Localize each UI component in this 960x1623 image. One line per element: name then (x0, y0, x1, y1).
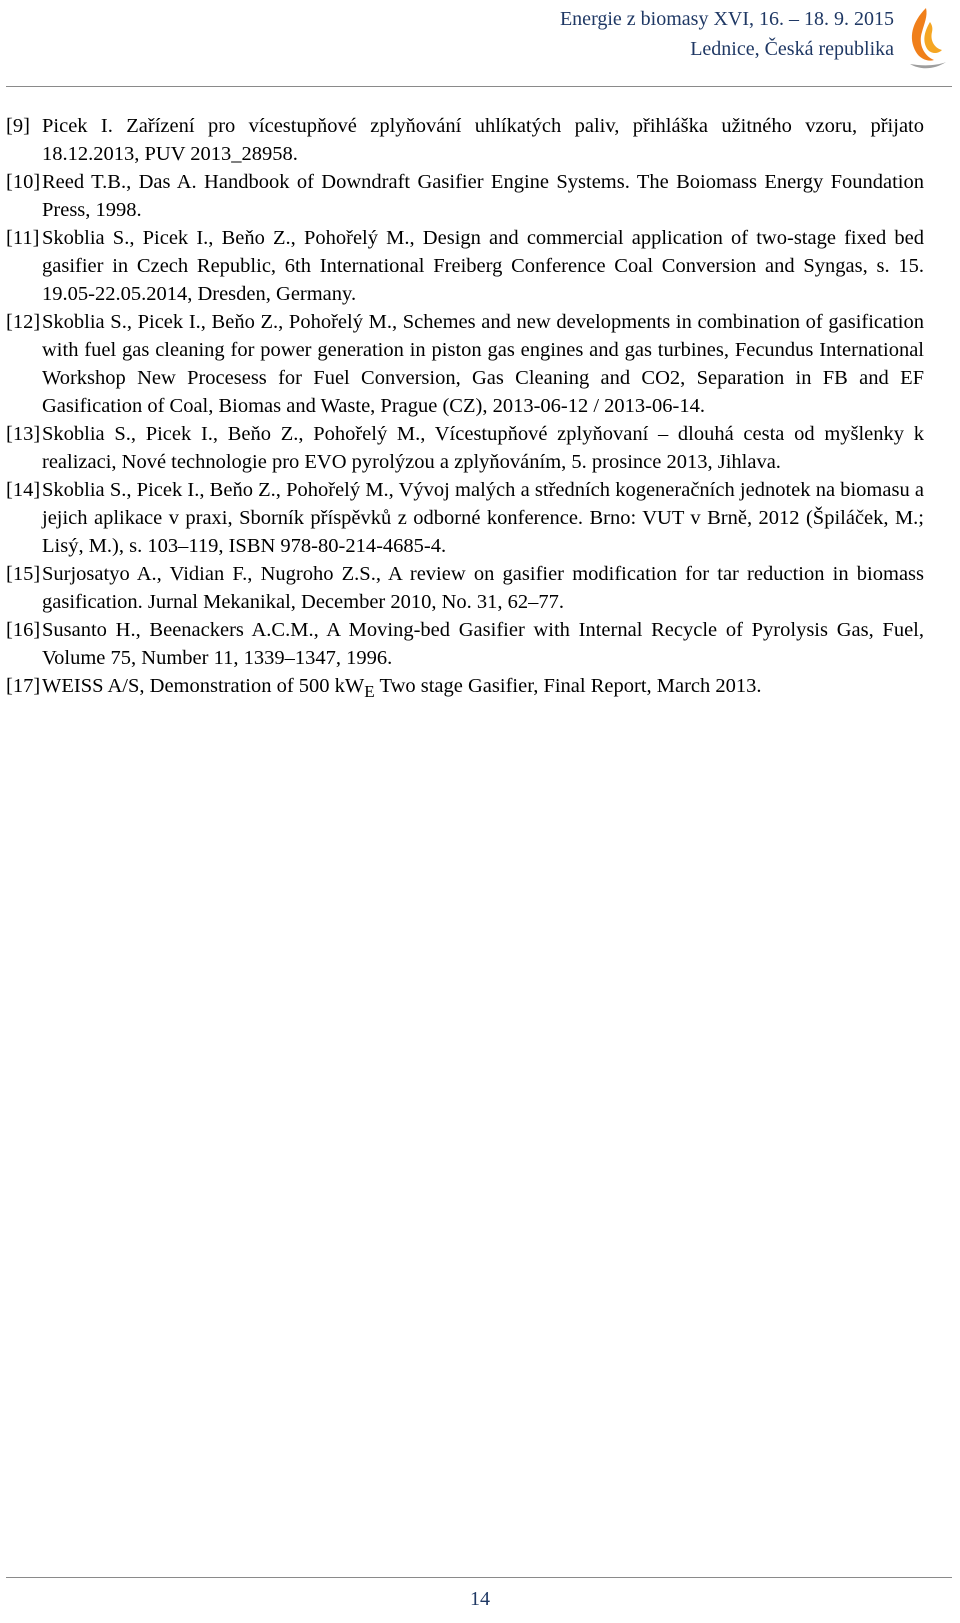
header-text (560, 4, 894, 64)
reference-number: [17] (6, 675, 41, 697)
reference-text: Surjosatyo A., Vidian F., Nugroho Z.S., A review on gasifier modification for tar reduction in biomass gasification. Jurnal Mekanikal, December 2010, No. 31, 62–77. (42, 563, 924, 613)
page-number: 14 (470, 1588, 490, 1610)
reference-text: Picek I. Zařízení pro vícestupňové zplyňování uhlíkatých paliv, přihláška užitného vzoru, přijato 18.12.2013, PUV 2013_28958. (42, 115, 924, 165)
reference-number: [13] (6, 423, 41, 445)
reference-number: [14] (6, 479, 41, 501)
reference-number: [10] (6, 171, 41, 193)
footer-divider (6, 1577, 952, 1578)
reference-number: [16] (6, 619, 41, 641)
reference-text-before: WEISS A/S, Demonstration of 500 kW (42, 675, 365, 697)
reference-text (42, 675, 762, 702)
reference-item (6, 112, 924, 168)
reference-text: Skoblia S., Picek I., Beňo Z., Pohořelý M., Schemes and new developments in combination of gasification with fuel gas cleaning for power generation in piston gas engines and gas turbines, Fecundus International Workshop New Procesess for Fuel Conversion, Gas Cleaning and CO2, Separation in FB and EF Gasification of Coal, Biomas and Waste, Prague (CZ), 2013-06-12 / 2013-06-14. (42, 311, 924, 417)
reference-text-after: Two stage Gasifier, Final Report, March 2013. (374, 675, 762, 697)
reference-item (6, 308, 924, 420)
reference-number: [12] (6, 311, 41, 333)
reference-text: Reed T.B., Das A. Handbook of Downdraft Gasifier Engine Systems. The Boiomass Energy Foundation Press, 1998. (42, 171, 924, 221)
reference-text: Skoblia S., Picek I., Beňo Z., Pohořelý M., Vývoj malých a středních kogeneračních jednotek na biomasu a jejich aplikace v praxi, Sborník příspěvků z odborné konference. Brno: VUT v Brně, 2012 (Špiláček, M.; Lisý, M.), s. 103–119, ISBN 978-80-214-4685-4. (42, 479, 924, 557)
header-divider (6, 86, 952, 87)
reference-text: Skoblia S., Picek I., Beňo Z., Pohořelý M., Vícestupňové zplyňovaní – dlouhá cesta od myšlenky k realizaci, Nové technologie pro EVO pyrolýzou a zplyňováním, 5. prosince 2013, Jihlava. (42, 423, 924, 473)
reference-item (6, 224, 924, 308)
conference-title: Energie z biomasy XVI, 16. – 18. 9. 2015 (559, 8, 894, 30)
page-header (0, 0, 960, 90)
flame-logo-icon (900, 2, 950, 74)
reference-text: Susanto H., Beenackers A.C.M., A Moving-bed Gasifier with Internal Recycle of Pyrolysis Gas, Fuel, Volume 75, Number 11, 1339–1347, 1996. (42, 619, 924, 669)
reference-list (6, 112, 924, 706)
reference-text: Skoblia S., Picek I., Beňo Z., Pohořelý M., Design and commercial application of two-stage fixed bed gasifier in Czech Republic, 6th International Freiberg Conference Coal Conversion and Syngas, s. 15. 19.05-22.05.2014, Dresden, Germany. (42, 227, 924, 305)
reference-subscript: E (364, 682, 375, 702)
reference-number: [11] (6, 227, 40, 249)
reference-item (6, 672, 924, 706)
reference-number: [9] (6, 115, 30, 137)
reference-item (6, 560, 924, 616)
reference-number: [15] (6, 563, 41, 585)
conference-location: Lednice, Česká republika (690, 38, 894, 60)
reference-item (6, 420, 924, 476)
reference-item (6, 476, 924, 560)
reference-item (6, 168, 924, 224)
reference-item (6, 616, 924, 672)
